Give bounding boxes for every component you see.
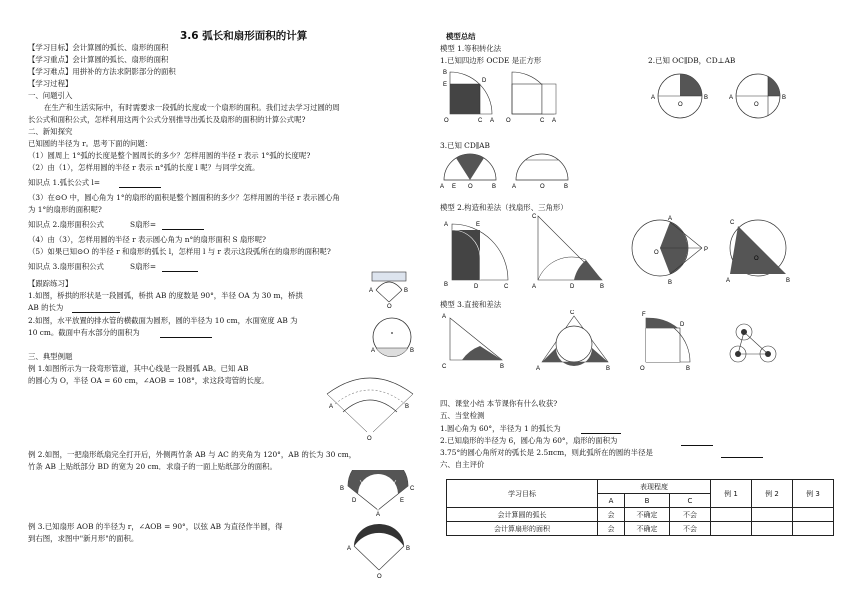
svg-text:O: O <box>506 118 511 124</box>
svg-text:O: O <box>367 436 372 442</box>
svg-text:C: C <box>478 118 483 124</box>
header-level: 表现程度 <box>598 480 711 494</box>
row-ex2 <box>752 522 793 536</box>
svg-text:A: A <box>552 118 557 124</box>
header-example-1: 例 1 <box>711 480 752 508</box>
svg-text:O: O <box>640 366 645 372</box>
svg-text:C: C <box>730 220 735 226</box>
question-5: （5）如果已知⊙O 的半径 r 和扇形的弧长 l，怎样用 l 与 r 表示这段弧所在的扇形的面积呢? <box>28 247 331 256</box>
learning-difficulty: 【学习难点】用拼补的方法求阴影部分的面积 <box>28 67 176 76</box>
check-question-2: 2.已知扇形的半径为 6，圆心角为 60°，扇形的面积为 <box>440 436 618 445</box>
svg-text:B: B <box>686 366 691 372</box>
svg-text:B: B <box>404 288 409 294</box>
svg-text:A: A <box>371 348 376 354</box>
example-2-line1: 例 2.如图，一把扇形纸扇完全打开后，外侧两竹条 AB 与 AC 的夹角为 120°，AB 的长为 30 cm， <box>28 450 357 459</box>
svg-text:B: B <box>500 364 505 370</box>
practice-1-line2: AB 的长为 <box>28 303 64 312</box>
svg-text:P: P <box>704 247 709 253</box>
example-1-line1: 例 1.如图所示为一段弯形管道，其中心线是一段圆弧 AB。已知 AB <box>28 364 249 373</box>
model-1-title: 模型 1.等积转化法 <box>440 44 502 53</box>
knowledge-point-1: 知识点 1.弧长公式 l= <box>28 178 101 187</box>
svg-text:B: B <box>406 546 411 552</box>
svg-text:B: B <box>668 280 673 286</box>
drain-pipe-figure <box>368 315 418 363</box>
header-example-2: 例 2 <box>752 480 793 508</box>
model-3-title: 模型 3.直接和差法 <box>440 300 502 309</box>
svg-text:B: B <box>704 95 709 101</box>
svg-text:D: D <box>352 498 357 504</box>
row-goal: 会计算圆的弧长 <box>447 508 598 522</box>
section-4-summary: 四、课堂小结 本节课你有什么收获? <box>440 399 558 408</box>
svg-text:A: A <box>442 314 447 320</box>
row-goal: 会计算扇形的面积 <box>447 522 598 536</box>
row-a: 会 <box>598 522 625 536</box>
svg-text:O: O <box>387 304 392 308</box>
table-row <box>447 508 834 522</box>
svg-text:B: B <box>492 184 497 190</box>
header-c: C <box>670 494 711 508</box>
row-b: 不确定 <box>625 508 670 522</box>
knowledge-point-2: 知识点 2.扇形面积公式 <box>28 220 104 229</box>
svg-text:D: D <box>474 284 479 290</box>
model-1-semicircle-figures <box>440 148 580 190</box>
section-6-heading: 六、自主评价 <box>440 460 485 469</box>
svg-text:B: B <box>340 486 345 492</box>
model-1-circle-figures <box>648 64 798 126</box>
svg-text:A: A <box>668 216 673 222</box>
practice-1-line1: 1.如图，桥拱的形状是一段圆弧，桥拱 AB 的度数是 90°，半径 OA 为 30 m，桥拱 <box>28 291 303 300</box>
example-3-line2: 到右图，求图中"新月形"的面积。 <box>28 534 139 543</box>
row-a: 会 <box>598 508 625 522</box>
svg-text:O: O <box>444 118 449 124</box>
row-ex3 <box>793 522 834 536</box>
model-1-item-2: 2.已知 OC∥DB，CD⊥AB <box>648 56 736 65</box>
header-b: B <box>625 494 670 508</box>
example-2-line2: 竹条 AB 上贴纸部分 BD 的宽为 20 cm．求扇子的一面上贴纸部分的面积。 <box>28 462 277 471</box>
svg-text:C: C <box>570 310 575 316</box>
model-2-title: 模型 2.构造和差法（找扇形、三角形） <box>440 203 568 212</box>
svg-text:D: D <box>570 284 575 290</box>
svg-text:A: A <box>440 184 445 190</box>
bridge-arch-figure <box>368 268 412 308</box>
row-b: 不确定 <box>625 522 670 536</box>
svg-text:O: O <box>654 250 659 256</box>
svg-text:C: C <box>540 118 545 124</box>
check-question-1: 1.圆心角为 60°，半径为 1 的弧长为 <box>440 424 561 433</box>
folding-fan-figure <box>336 470 420 516</box>
curved-pipe-figure <box>315 364 425 444</box>
learning-key: 【学习重点】会计算圆的弧长、扇形的面积 <box>28 55 169 64</box>
svg-text:B: B <box>564 184 569 190</box>
table-row <box>447 522 834 536</box>
svg-text:O: O <box>377 574 382 580</box>
svg-text:B: B <box>405 404 410 410</box>
learning-process: 【学习过程】 <box>28 79 73 88</box>
sector-area-formula-3: S扇形= <box>130 262 157 271</box>
learning-goal: 【学习目标】会计算圆的弧长、扇形的面积 <box>28 43 169 52</box>
svg-text:A: A <box>729 95 734 101</box>
sector-area-formula-2: S扇形= <box>130 220 157 229</box>
svg-text:C: C <box>442 364 447 370</box>
practice-2-line1: 2.如图，水平放置的排水管的横截面为圆形，圆的半径为 10 cm，水面宽度 AB 为 <box>28 316 298 325</box>
row-ex2 <box>752 508 793 522</box>
svg-text:O: O <box>754 256 759 262</box>
svg-text:O: O <box>540 184 545 190</box>
model-1-item-1: 1.已知四边形 OCDE 是正方形 <box>440 56 542 65</box>
practice-heading: 【跟踪练习】 <box>28 279 73 288</box>
section-1-para-line2: 长公式和面积公式，怎样利用这两个公式分别推导出弧长及扇形的面积的计算公式呢? <box>28 115 306 124</box>
knowledge-point-3: 知识点 3.扇形面积公式 <box>28 262 104 271</box>
svg-text:E: E <box>400 498 405 504</box>
svg-text:A: A <box>444 222 449 228</box>
question-3-line2: 为 1°的扇形的面积呢? <box>28 205 102 214</box>
svg-text:B: B <box>782 95 787 101</box>
model-summary-heading: 模型总结 <box>446 32 476 41</box>
svg-text:B: B <box>600 284 605 290</box>
section-5-heading: 五、当堂检测 <box>440 411 485 420</box>
row-c: 不会 <box>670 522 711 536</box>
section-3-heading: 三、典型例题 <box>28 352 73 361</box>
example-1-line2: 的圆心为 O，半径 OA = 60 cm，∠AOB = 108°，求这段弯管的长度。 <box>28 376 269 385</box>
example-3-line1: 例 3.已知扇形 AOB 的半径为 r，∠AOB = 90°，以弦 AB 为直径作半圆，得 <box>28 522 283 531</box>
svg-text:D: D <box>482 78 487 84</box>
header-example-3: 例 3 <box>793 480 834 508</box>
svg-text:C: C <box>504 284 509 290</box>
practice-2-line2: 10 cm。截面中有水部分的面积为 <box>28 328 140 337</box>
page-title: 3.6 弧长和扇形面积的计算 <box>180 30 308 42</box>
svg-text:B: B <box>786 278 791 284</box>
svg-text:B: B <box>444 282 449 288</box>
svg-text:B: B <box>606 366 611 372</box>
question-3-line1: （3）在⊙O 中，圆心角为 1°的扇形的面积是整个圆面积的多少？怎样用圆的半径 r 表示圆心角 <box>28 193 340 202</box>
row-ex3 <box>793 508 834 522</box>
section-1-heading: 一、问题引入 <box>28 91 73 100</box>
model-1-item-3: 3.已知 CD∥AB <box>440 141 490 150</box>
svg-text:B: B <box>410 348 415 354</box>
svg-text:A: A <box>347 546 352 552</box>
section-1-para-line1: 在生产和生活实际中，有时需要求一段弧的长度或一个扇形的面积。我们过去学习过圆的周 <box>44 103 340 112</box>
crescent-figure <box>346 520 412 586</box>
model-1-square-figures <box>440 64 570 126</box>
header-goal: 学习目标 <box>447 480 598 508</box>
svg-text:E: E <box>452 184 457 190</box>
svg-text:A: A <box>369 288 374 294</box>
svg-text:C: C <box>532 214 537 220</box>
svg-text:O: O <box>678 102 683 108</box>
model-3-figures <box>440 310 800 374</box>
svg-text:C: C <box>410 486 415 492</box>
section-2-intro: 已知圆的半径为 r。思考下面的问题： <box>28 139 153 148</box>
header-a: A <box>598 494 625 508</box>
self-evaluation-table <box>446 479 834 536</box>
row-ex1 <box>711 508 752 522</box>
svg-text:F: F <box>642 312 646 318</box>
model-2-figures <box>440 210 820 296</box>
svg-text:O: O <box>468 184 473 190</box>
svg-text:A: A <box>329 404 334 410</box>
row-c: 不会 <box>670 508 711 522</box>
question-2: （2）由（1），怎样用圆的半径 r 表示 n°弧的长度 l 呢？与同学交流。 <box>28 163 260 172</box>
svg-text:A: A <box>536 366 541 372</box>
svg-text:A: A <box>512 184 517 190</box>
check-question-3: 3.75°的圆心角所对的弧长是 2.5πcm，则此弧所在的圆的半径是 <box>440 448 653 457</box>
question-1: （1）圆周上 1°弧的长度是整个圆周长的多少？怎样用圆的半径 r 表示 1°弧的长度呢? <box>28 151 311 160</box>
svg-text:D: D <box>680 322 685 328</box>
svg-text:A: A <box>376 512 381 516</box>
svg-text:E: E <box>476 222 481 228</box>
svg-text:O: O <box>754 102 759 108</box>
svg-text:B: B <box>443 70 448 76</box>
svg-text:A: A <box>490 118 495 124</box>
svg-text:E: E <box>443 82 448 88</box>
svg-text:A: A <box>651 95 656 101</box>
svg-text:A: A <box>532 284 537 290</box>
section-2-heading: 二、新知探究 <box>28 127 73 136</box>
row-ex1 <box>711 522 752 536</box>
question-4: （4）由（3），怎样用圆的半径 r 表示圆心角为 n°的扇形面积 S 扇形呢? <box>28 235 267 244</box>
svg-text:A: A <box>726 278 731 284</box>
